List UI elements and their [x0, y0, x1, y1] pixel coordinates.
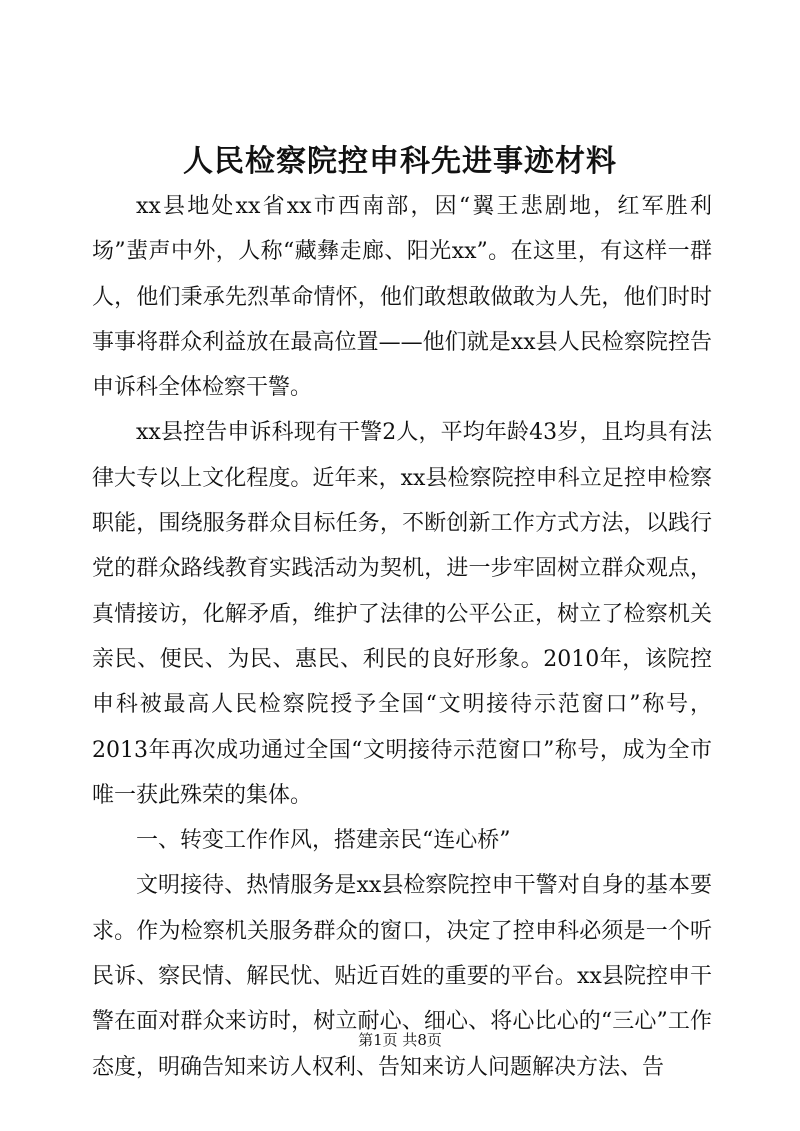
document-title: 人民检察院控申科先进事迹材料: [183, 144, 617, 179]
section-heading-1: 一、转变工作作风，搭建亲民“连心桥”: [136, 828, 511, 854]
paragraph-staff: xx县控告申诉科现有干警2人，平均年龄43岁，且均具有法律大专以上文化程度。近年来，xx县检察院控申科立足控申检察职能，围绕服务群众目标任务，不断创新工作方式方法，以践行党的群众路线教育实践活动为契机，进一步牢固树立群众观点，真情接访，化解矛盾，维护了法律的公平公正，树立了检察机关亲民、便民、为民、惠民、利民的良好形象。2010年，该院控申科被最高人民检察院授予全国“文明接待示范窗口”称号，2013年再次成功通过全国“文明接待示范窗口”称号，成为全市唯一获此殊荣的集体。: [92, 420, 712, 808]
paragraph-service: 文明接待、热情服务是xx县检察院控申干警对自身的基本要求。作为检察机关服务群众的窗口，决定了控申科必须是一个听民诉、察民情、解民忧、贴近百姓的重要的平台。xx县院控申干警在面对群众来访时，树立耐心、细心、将心比心的“三心”工作态度，明确告知来访人权利、告知来访人问题解决方法、告: [92, 873, 712, 1080]
document-body: [92, 184, 712, 1090]
paragraph-intro: xx县地处xx省xx市西南部，因“翼王悲剧地，红军胜利场”蜚声中外，人称“藏彝走廊、阳光xx”。在这里，有这样一群人，他们秉承先烈革命情怀，他们敢想敢做敢为人先，他们时时事事将群众利益放在最高位置——他们就是xx县人民检察院控告申诉科全体检察干警。: [92, 194, 712, 401]
page-footer: 第1页 共8页: [358, 1031, 442, 1049]
